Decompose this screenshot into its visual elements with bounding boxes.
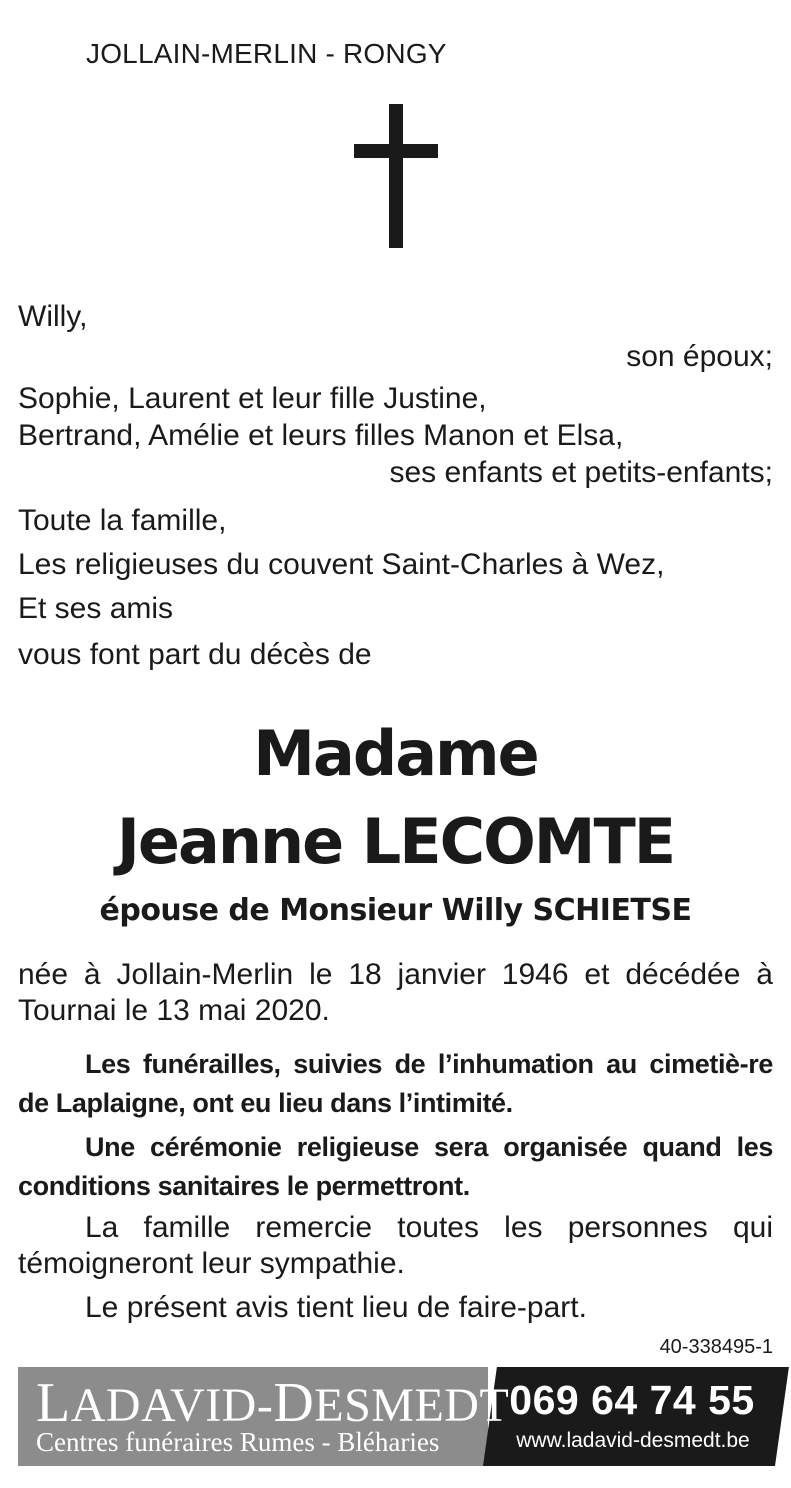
family-line-children-1: Sophie, Laurent et leur fille Justine, [18, 382, 487, 415]
phone-number: 069 64 74 55 [509, 1377, 755, 1423]
header-places: JOLLAIN-MERLIN - RONGY [86, 38, 447, 69]
funeral-details: Les funérailles, suivies de l’inhumation au cimetiè-re de Laplaigne, ont eu lieu dans l’intimité. [18, 1049, 773, 1118]
funeral-home-banner [18, 1367, 775, 1466]
family-line-spouse-name: Willy, [18, 300, 88, 333]
deceased-spouse: épouse de Monsieur Willy SCHIETSE [99, 893, 692, 928]
birth-death-details: née à Jollain-Merlin le 18 janvier 1946 et décédée à Tournai le 13 mai 2020. [18, 958, 773, 1027]
family-line-children-role: ses enfants et petits-enfants; [389, 456, 773, 489]
website-link[interactable]: www.ladavid-desmedt.be [516, 1429, 750, 1452]
deceased-title: Madame [253, 717, 538, 790]
family-line-friends: Et ses amis [18, 592, 174, 625]
ceremony-details: Une cérémonie religieuse sera organisée quand les conditions sanitaires le permettront. [18, 1132, 773, 1201]
funeral-centres: Centres funéraires Rumes - Bléharies [36, 1427, 440, 1457]
family-line-whole-family: Toute la famille, [18, 504, 227, 537]
funeral-home-logo: LADAVID-DESMEDT [36, 1372, 510, 1434]
reference-number: 40-338495-1 [659, 1336, 773, 1358]
deceased-name: Jeanne LECOMTE [116, 805, 675, 878]
latin-cross-icon [354, 104, 438, 248]
family-line-nuns: Les religieuses du couvent Saint-Charles à Wez, [18, 548, 665, 581]
family-line-children-2: Bertrand, Amélie et leurs filles Manon et Elsa, [18, 419, 624, 452]
thanks-message: La famille remercie toutes les personnes qui témoigneront leur sympathie. [18, 1211, 773, 1280]
notice-message: Le présent avis tient lieu de faire-part. [85, 1291, 587, 1324]
family-line-spouse-role: son époux; [626, 340, 773, 373]
family-line-announcement: vous font part du décès de [18, 638, 372, 671]
